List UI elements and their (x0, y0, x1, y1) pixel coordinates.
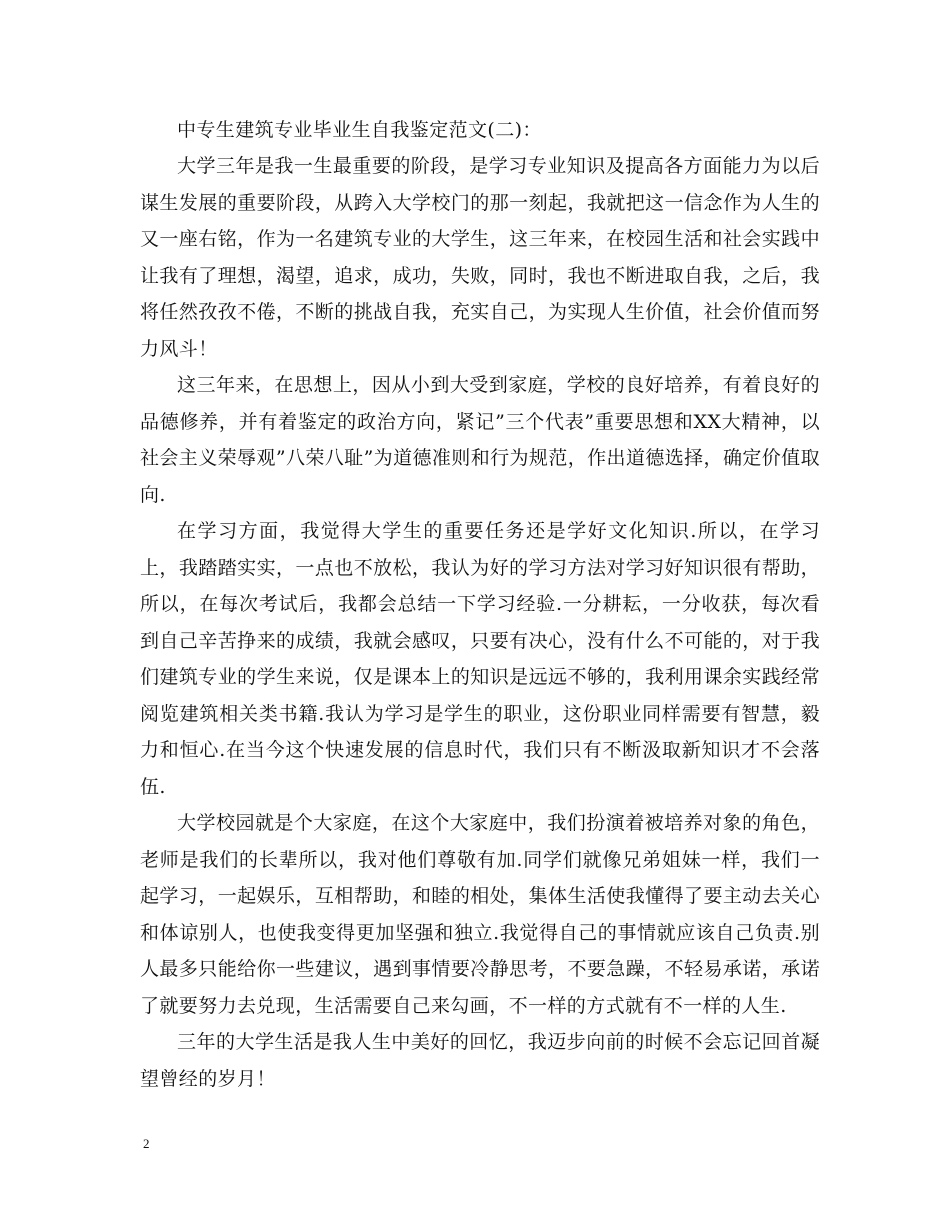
paragraph-1: 大学三年是我一生最重要的阶段，是学习专业知识及提高各方面能力为以后谋生发展的重要阶段，从跨入大学校门的那一刻起，我就把这一信念作为人生的又一座右铭，作为一名建筑专业的大学生，这三年来，在校园生活和社会实践中让我有了理想，渴望，追求，成功，失败，同时，我也不断进取自我，之后，我将任然孜孜不倦，不断的挑战自我，充实自己，为实现人生价值，社会价值而努力风斗！ (140, 155, 820, 360)
paragraph-3: 在学习方面，我觉得大学生的重要任务还是学好文化知识.所以，在学习上，我踏踏实实，一点也不放松，我认为好的学习方法对学习好知识很有帮助，所以，在每次考试后，我都会总结一下学习经验.一分耕耘，一分收获，每次看到自己辛苦挣来的成绩，我就会感叹，只要有决心，没有什么不可能的，对于我们建筑专业的学生来说，仅是课本上的知识是远远不够的，我利用课余实践经常阅览建筑相关类书籍.我认为学习是学生的职业，这份职业同样需要有智慧，毅力和恒心.在当今这个快速发展的信息时代，我们只有不断汲取新知识才不会落伍. (140, 520, 820, 798)
paragraph-2: 这三年来，在思想上，因从小到大受到家庭，学校的良好培养，有着良好的品德修养，并有着鉴定的政治方向，紧记”三个代表”重要思想和XX大精神，以社会主义荣辱观”八荣八耻”为道德准则和行为规范，作出道德选择，确定价值取向. (140, 374, 820, 506)
paragraph-5: 三年的大学生活是我人生中美好的回忆，我迈步向前的时候不会忘记回首凝望曾经的岁月！ (140, 1031, 820, 1090)
document-body (140, 112, 820, 1097)
page-number: 2 (143, 1136, 150, 1151)
paragraph-4: 大学校园就是个大家庭，在这个大家庭中，我们扮演着被培养对象的角色，老师是我们的长辈所以，我对他们尊敬有加.同学们就像兄弟姐妹一样，我们一起学习，一起娱乐，互相帮助，和睦的相处，集体生活使我懂得了要主动去关心和体谅别人，也使我变得更加坚强和独立.我觉得自己的事情就应该自己负责.别人最多只能给你一些建议，遇到事情要冷静思考，不要急躁，不轻易承诺，承诺了就要努力去兑现，生活需要自己来勾画，不一样的方式就有不一样的人生. (140, 812, 820, 1017)
document-title: 中专生建筑专业毕业生自我鉴定范文(二)： (177, 119, 542, 141)
